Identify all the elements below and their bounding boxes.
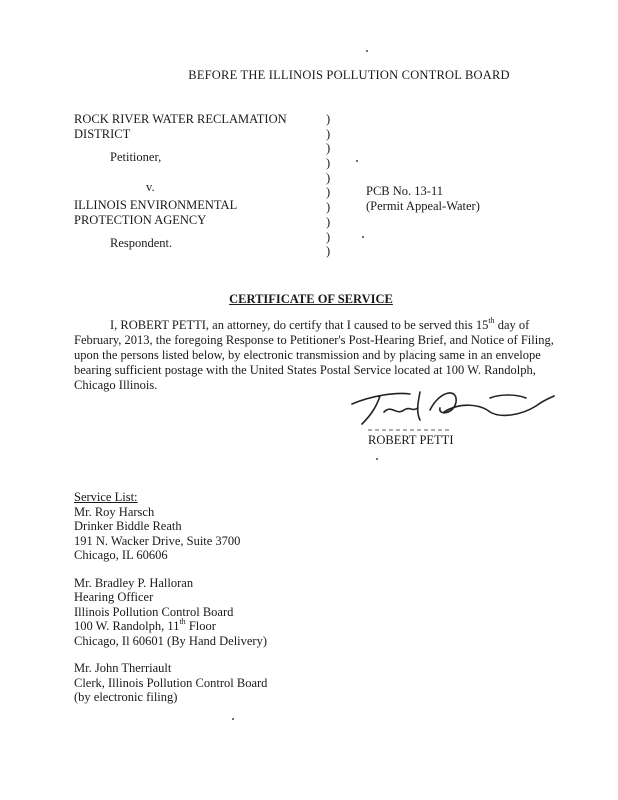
recipient3-title: Clerk, Illinois Pollution Control Board [74,675,268,690]
certificate-line-3: upon the persons listed below, by electronic transmission and by placing same in an envelope [74,348,541,362]
line1-text: I, ROBERT PETTI, an attorney, do certify that I caused to be served this 15 [110,318,489,332]
certificate-line-2: February, 2013, the foregoing Response to Petitioner's Post-Hearing Brief, and Notice of Filing, [74,333,554,347]
recipient2-address-text: 100 W. Randolph, 11 [74,619,180,633]
recipient3-name: Mr. John Therriault [74,661,172,675]
paren: ) [326,156,331,171]
paren: ) [326,229,331,244]
scan-speck [232,718,234,720]
paren: ) [326,112,331,126]
paren: ) [326,185,331,200]
recipient2-address-superscript: th [179,616,186,626]
recipient2-name: Mr. Bradley P. Halloran [74,575,194,590]
case-type: (Permit Appeal-Water) [366,199,480,213]
respondent-name-line1: ILLINOIS ENVIRONMENTAL [74,198,238,212]
recipient1-firm: Drinker Biddle Reath [74,519,182,533]
recipient2-org: Illinois Pollution Control Board [74,604,234,619]
scan-speck [376,458,378,460]
paren: ) [326,126,331,141]
respondent-role: Respondent. [110,236,173,250]
versus-label: v. [146,180,155,194]
paren: ) [326,200,331,215]
caption-parentheses [326,112,330,259]
handwritten-signature [340,382,560,432]
certificate-title: CERTIFICATE OF SERVICE [229,292,393,306]
certificate-line-1 [74,315,534,333]
paren: ) [326,141,331,156]
certificate-line-5: Chicago Illinois. [74,378,158,392]
scan-speck [362,236,364,238]
case-caption-parties [74,112,287,251]
service-list [74,490,267,705]
recipient2-city: Chicago, Il 60601 (By Hand Delivery) [74,633,268,648]
recipient1-address: 191 N. Wacker Drive, Suite 3700 [74,533,241,548]
signatory-name: ROBERT PETTI [368,433,454,447]
recipient1-name: Mr. Roy Harsch [74,504,155,519]
recipient2-title: Hearing Officer [74,590,154,604]
board-heading: BEFORE THE ILLINOIS POLLUTION CONTROL BOARD [188,68,510,82]
petitioner-name-line2: DISTRICT [74,127,131,141]
scan-speck [366,50,368,52]
scan-speck [356,160,358,162]
recipient1-city: Chicago, IL 60606 [74,548,168,562]
paren: ) [326,214,331,229]
respondent-name-line2: PROTECTION AGENCY [74,213,207,227]
line1-superscript: th [488,315,495,325]
paren: ) [326,244,331,259]
recipient3-method: (by electronic filing) [74,690,178,704]
petitioner-name-line1: ROCK RIVER WATER RECLAMATION [74,112,287,126]
case-number: PCB No. 13-11 [366,184,443,198]
petitioner-role: Petitioner, [110,150,162,164]
recipient2-address [74,616,267,634]
recipient2-address-floor: Floor [185,619,216,633]
service-list-heading: Service List: [74,490,138,504]
line1-text-end: day of [494,318,530,332]
certificate-line-4: bearing sufficient postage with the United States Postal Service located at 100 W. Randolph, [74,363,536,377]
case-number-block [366,184,480,214]
paren: ) [326,170,331,185]
